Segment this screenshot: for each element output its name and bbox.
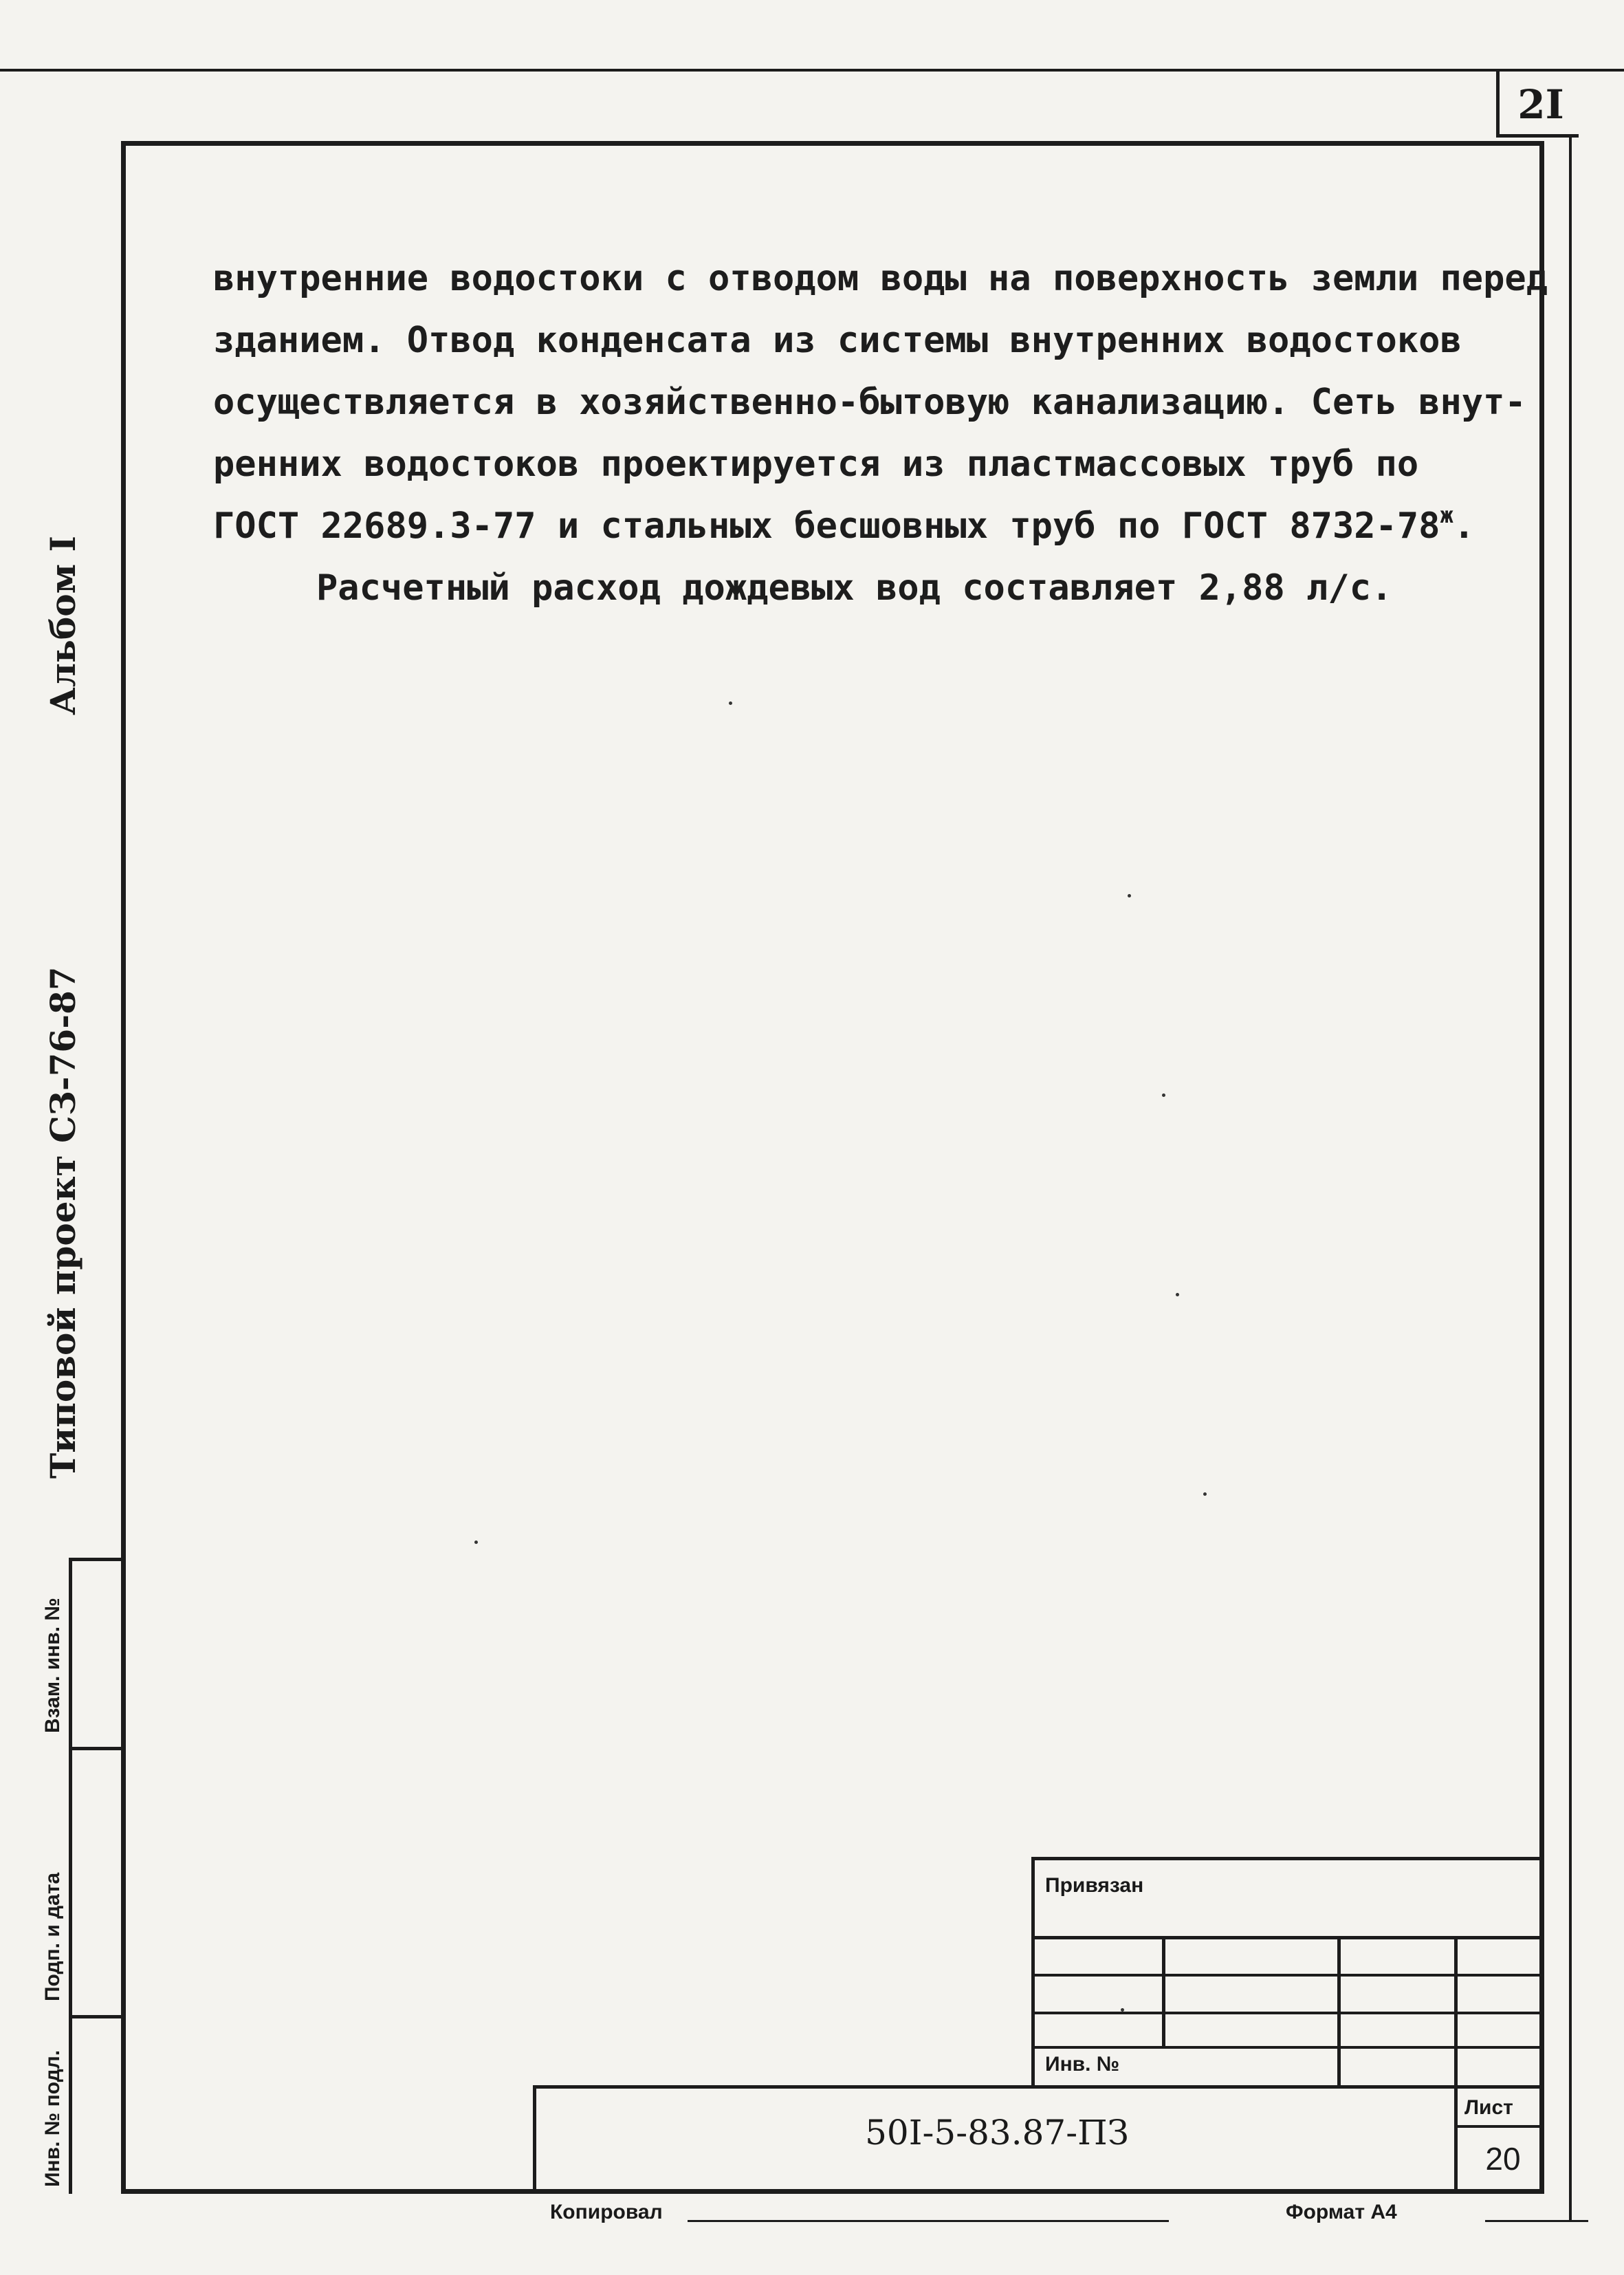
document-code: 50I-5-83.87-ПЗ bbox=[865, 2113, 1129, 2153]
right-outer-line bbox=[1569, 138, 1572, 2221]
tb-col-1 bbox=[1162, 1936, 1165, 2046]
footer-right-line bbox=[1485, 2220, 1588, 2222]
tb-linked-label: Привязан bbox=[1045, 1874, 1144, 1897]
tb-row-2 bbox=[1031, 1974, 1544, 1977]
tb-col-2 bbox=[1337, 1936, 1341, 2087]
tb-linked-top bbox=[1031, 1857, 1544, 1860]
tb-inv-label: Инв. № bbox=[1045, 2053, 1120, 2076]
scan-speck bbox=[1162, 1093, 1165, 1097]
stamp-column-left-line bbox=[69, 1558, 72, 2194]
scan-speck bbox=[1176, 1293, 1179, 1296]
scan-speck bbox=[729, 701, 732, 705]
page-number: 2I bbox=[1517, 81, 1564, 128]
gost-line bbox=[213, 495, 1485, 557]
body-line-3: осуществляется в хозяйственно-бытовую канализацию. Сеть внут- bbox=[213, 382, 1526, 423]
footer-copied: Копировал bbox=[550, 2201, 663, 2223]
stamp-sign-date: Подп. и дата bbox=[41, 1872, 64, 2001]
stamp-divider-3 bbox=[69, 2015, 124, 2018]
scan-speck bbox=[1121, 2008, 1124, 2012]
stamp-divider-1 bbox=[69, 1558, 124, 1561]
tb-sheet-divider bbox=[1454, 2125, 1544, 2128]
project-label: Типовой проект СЗ-76-87 bbox=[43, 966, 83, 1479]
tb-row-3 bbox=[1031, 2012, 1544, 2014]
scan-speck bbox=[1203, 1492, 1207, 1496]
tb-row-4 bbox=[1031, 2046, 1544, 2049]
gost-line-text: ГОСТ 22689.3-77 и стальных бесшовных труб по ГОСТ 8732-78 bbox=[213, 505, 1440, 547]
body-line-1: внутренние водостоки с отводом воды на поверхность земли перед bbox=[213, 258, 1548, 299]
gost-superscript: ж bbox=[1440, 502, 1453, 528]
stamp-replace-inv: Взам. инв. № bbox=[41, 1598, 64, 1733]
album-label: Альбом I bbox=[43, 536, 83, 715]
scan-speck bbox=[1128, 894, 1131, 897]
footer-format: Формат А4 bbox=[1286, 2201, 1397, 2223]
tb-row-1 bbox=[1031, 1936, 1544, 1939]
sheet-number: 20 bbox=[1485, 2141, 1521, 2177]
body-line-4: ренних водостоков проектируется из пластмассовых труб по bbox=[213, 444, 1419, 485]
tb-linked-left bbox=[1031, 1857, 1035, 2087]
body-line-2: зданием. Отвод конденсата из системы внутренних водостоков bbox=[213, 320, 1462, 361]
body-text bbox=[213, 248, 1548, 619]
top-border-line bbox=[0, 69, 1624, 72]
stamp-orig-inv: Инв. № подл. bbox=[41, 2049, 64, 2187]
stamp-divider-2 bbox=[69, 1747, 124, 1750]
scan-speck bbox=[474, 1541, 478, 1544]
tb-col-3 bbox=[1454, 1936, 1458, 2194]
tb-sheet-label: Лист bbox=[1464, 2096, 1513, 2119]
tb-main-top bbox=[533, 2085, 1544, 2089]
gost-line-end: . bbox=[1453, 505, 1475, 547]
footer-copied-line bbox=[688, 2220, 1169, 2222]
flow-rate-line: Расчетный расход дождевых вод составляет 2,88 л/с. bbox=[316, 567, 1393, 609]
